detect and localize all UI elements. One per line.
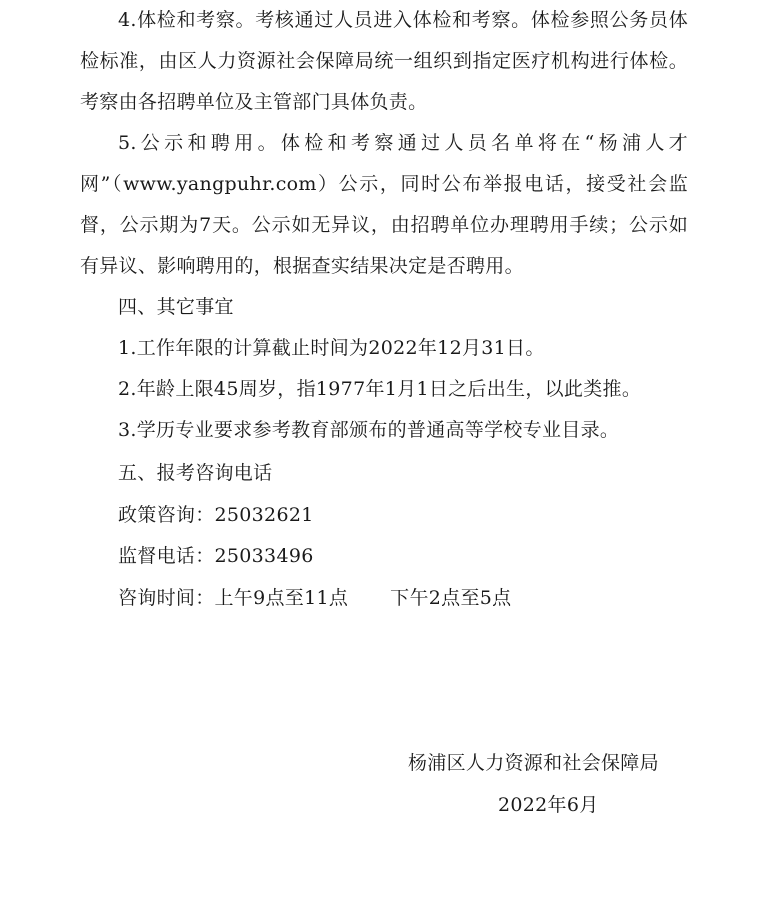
list-item: 2.年龄上限45周岁，指1977年1月1日之后出生，以此类推。 — [118, 378, 642, 400]
section-heading-other-matters: 四、其它事宜 — [118, 296, 234, 318]
consult-hours — [118, 578, 511, 619]
signature-date: 2022年6月 — [498, 794, 599, 816]
list-item: 1.工作年限的计算截止时间为2022年12月31日。 — [118, 337, 545, 359]
paragraph-physical-exam: 4.体检和考察。考核通过人员进入体检和考察。体检参照公务员体检标准，由区人力资源社会保障局统一组织到指定医疗机构进行体检。考察由各招聘单位及主管部门具体负责。 — [80, 9, 688, 113]
signature-organization: 杨浦区人力资源和社会保障局 — [408, 752, 659, 774]
consult-hours-am: 咨询时间：上午9点至11点 — [118, 587, 349, 609]
supervision-phone: 监督电话：25033496 — [118, 545, 314, 567]
policy-consult-phone: 政策咨询：25032621 — [118, 504, 314, 526]
paragraph-publicity-employment: 5.公示和聘用。体检和考察通过人员名单将在“杨浦人才网”（www.yangpuhr.com）公示，同时公布举报电话，接受社会监督，公示期为7天。公示如无异议，由招聘单位办理聘用手续；公示如有异议、影响聘用的，根据查实结果决定是否聘用。 — [80, 132, 688, 277]
consult-hours-pm: 下午2点至5点 — [390, 587, 512, 609]
section-heading-consult-phone: 五、报考咨询电话 — [118, 462, 273, 484]
list-item: 3.学历专业要求参考教育部颁布的普通高等学校专业目录。 — [118, 419, 620, 441]
